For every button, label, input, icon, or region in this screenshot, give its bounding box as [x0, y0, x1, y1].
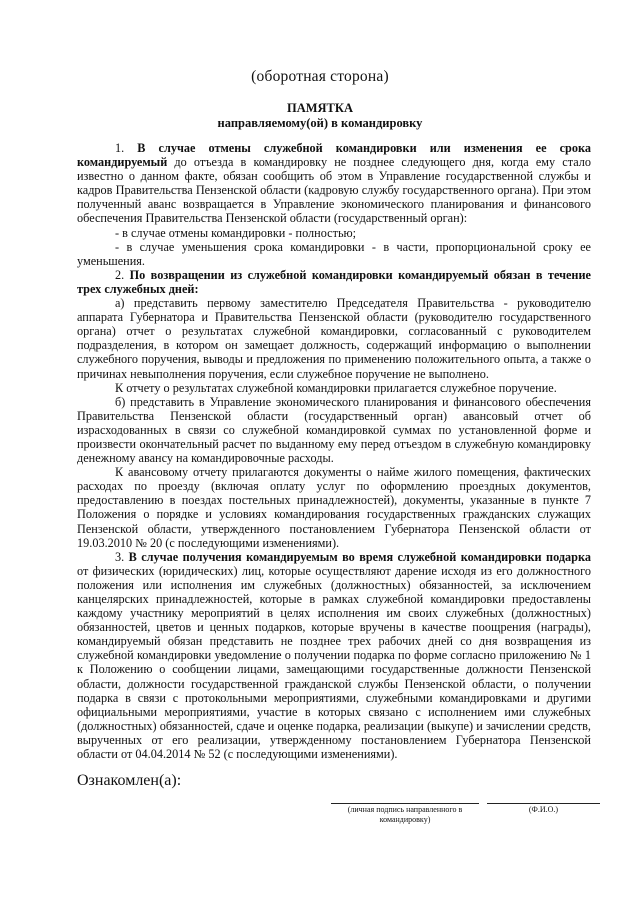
acknowledgement-label: Ознакомлен(а): — [77, 772, 182, 789]
memo-body — [77, 141, 591, 761]
section-2-report-note: К отчету о результатах служебной командировки прилагается служебное поручение. — [115, 380, 557, 395]
section-3-number: 3. — [115, 549, 125, 564]
signature-line — [331, 803, 479, 804]
section-2-number: 2. — [115, 267, 125, 282]
section-1-paragraph — [77, 141, 591, 226]
section-2-item-a: а) представить первому заместителю Председателя Правительства - руководителю аппарата Губернатора и Правительства Пензенской области (руководителю государственного органа) отчет о результатах служебной командировки, согласованный с руководителем подразделения, в котором он замещает должность, содержащий информацию о выполнении служебного поручения, выводы и предложения по применению положительного опыта, а также о причинах невыполнения поручения, если служебное поручение не выполнено. — [77, 296, 591, 381]
memo-title: ПАМЯТКА — [286, 101, 353, 115]
section-2-item-b: б) представить в Управление экономического планирования и финансового обеспечения Правительства Пензенской области (государственный орган) авансовый отчет об израсходованных в связи со служебной командировкой суммах по установленной форме и произвести окончательный расчет по выданному ему перед отъездом в служебную командировку денежному авансу на командировочные расходы. — [77, 394, 591, 466]
section-3-heading: В случае получения командируемым во время служебной командировки подарка — [128, 549, 591, 564]
fio-line — [487, 803, 600, 804]
signature-caption: (личная подпись направленного в командировку) — [347, 805, 463, 824]
section-2-paragraph — [77, 268, 591, 296]
fio-caption: (Ф.И.О.) — [528, 805, 559, 814]
memo-subtitle: направляемому(ой) в командировку — [217, 116, 423, 130]
section-2-heading: По возвращении из служебной командировки командируемый обязан в течение трех служебных дней: — [77, 267, 591, 296]
section-3-text: от физических (юридических) лиц, которые осуществляют дарение исходя из его должностного положения или исполнения им служебных (должностных) обязанностей, за исключением канцелярских принадлежностей, которые в рамках служебной командировки предоставлены каждому участнику мероприятий в целях исполнения им своих служебных (должностных) обязанностей, цветов и ценных подарков, которые вручены в качестве поощрения (награды), командируемый обязан представить не позднее трех рабочих дней со дня возвращения из служебной командировки уведомление о получении подарка по форме согласно приложению № 1 к Положению о сообщении лицами, замещающими государственные должности Пензенской области, должности государственной гражданской службы Пензенской области, о получении подарка в связи с протокольными мероприятиями, служебными командировками и другими официальными мероприятиями, участие в которых связано с исполнением ими служебных (должностных) обязанностей, сдаче и оценке подарка, реализации (выкупе) и зачислении средств, вырученных от его реализации, утвержденному постановлением Губернатора Пензенской области от 04.04.2014 № 52 (с последующими изменениями). — [77, 563, 591, 762]
section-1-item-b: - в случае уменьшения срока командировки - в части, пропорциональной сроку ее уменьшения. — [77, 239, 591, 268]
section-1-heading: В случае отмены служебной командировки или изменения ее срока командируемый — [77, 141, 591, 170]
section-3-paragraph — [77, 550, 591, 761]
section-1-number: 1. — [115, 141, 125, 155]
section-1-item-a: - в случае отмены командировки - полностью; — [115, 225, 357, 240]
section-1-text: до отъезда в командировку не позднее следующего дня, когда ему стало известно о данном факте, обязан сообщить об этом в Управление государственной службы и кадров Правительства Пензенской области (кадровую службу государственного органа). При этом полученный аванс возвращается в Управление экономического планирования и финансового обеспечения Правительства Пензенской области (государственный орган): — [77, 155, 591, 226]
section-2-attach-note: К авансовому отчету прилагаются документы о найме жилого помещения, фактических расходах по проезду (включая оплату услуг по оформлению проездных документов, предоставлению в поездах постельных принадлежностей), документы, указанные в пункте 7 Положения о порядке и условиях командирования государственных гражданских служащих Пензенской области, утвержденного постановлением Губернатора Пензенской области от 19.03.2010 № 20 (с последующими изменениями). — [77, 465, 591, 550]
reverse-side-note: (оборотная сторона) — [251, 68, 389, 85]
